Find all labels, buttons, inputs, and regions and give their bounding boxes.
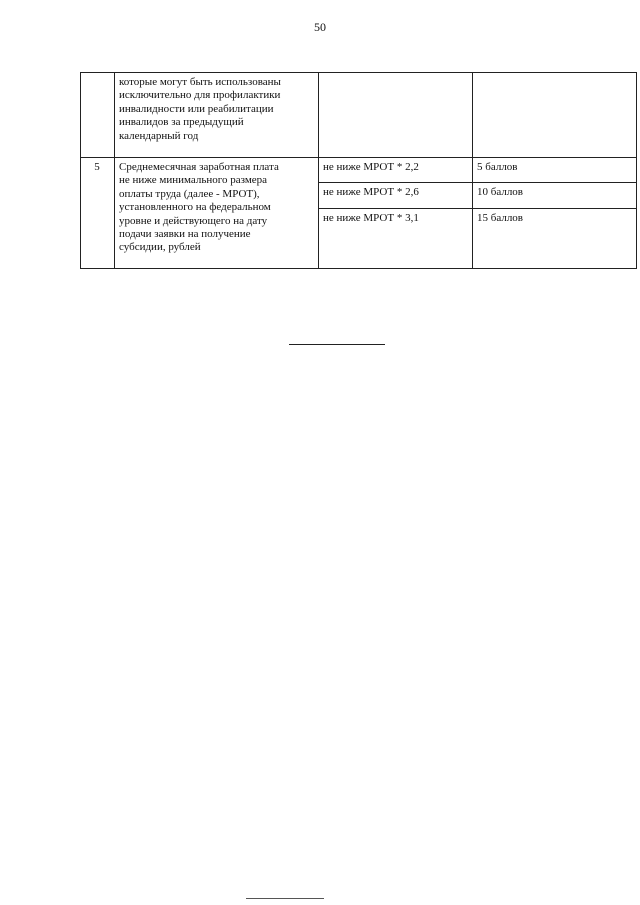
- table-row: [81, 158, 637, 183]
- score-cell: 10 баллов: [473, 183, 637, 209]
- end-of-document-rule: [289, 344, 385, 345]
- criterion-text: которые могут быть использованы исключительно для профилактики инвалидности или реабилитации инвалидов за предыдущий календарный год: [119, 76, 281, 142]
- condition-cell: не ниже МРОТ * 2,6: [319, 183, 473, 209]
- condition-cell-empty: [319, 73, 473, 158]
- score-cell-empty: [473, 73, 637, 158]
- row-number-cell: 5: [81, 158, 115, 269]
- criteria-table: [80, 72, 637, 269]
- criterion-cell: [115, 73, 319, 158]
- condition-cell: не ниже МРОТ * 2,2: [319, 158, 473, 183]
- criterion-text: Среднемесячная заработная плата не ниже минимального размера оплаты труда (далее - МРОТ), установленного на федеральном уровне и действующего на дату подачи заявки на получение субсидии, рублей: [119, 161, 279, 254]
- row-number-cell: [81, 73, 115, 158]
- criterion-cell: [115, 158, 319, 269]
- score-cell: 5 баллов: [473, 158, 637, 183]
- table-row: [81, 73, 637, 158]
- score-cell: 15 баллов: [473, 209, 637, 269]
- page-number: 50: [314, 20, 326, 34]
- footer-rule: [246, 898, 324, 899]
- condition-cell: не ниже МРОТ * 3,1: [319, 209, 473, 269]
